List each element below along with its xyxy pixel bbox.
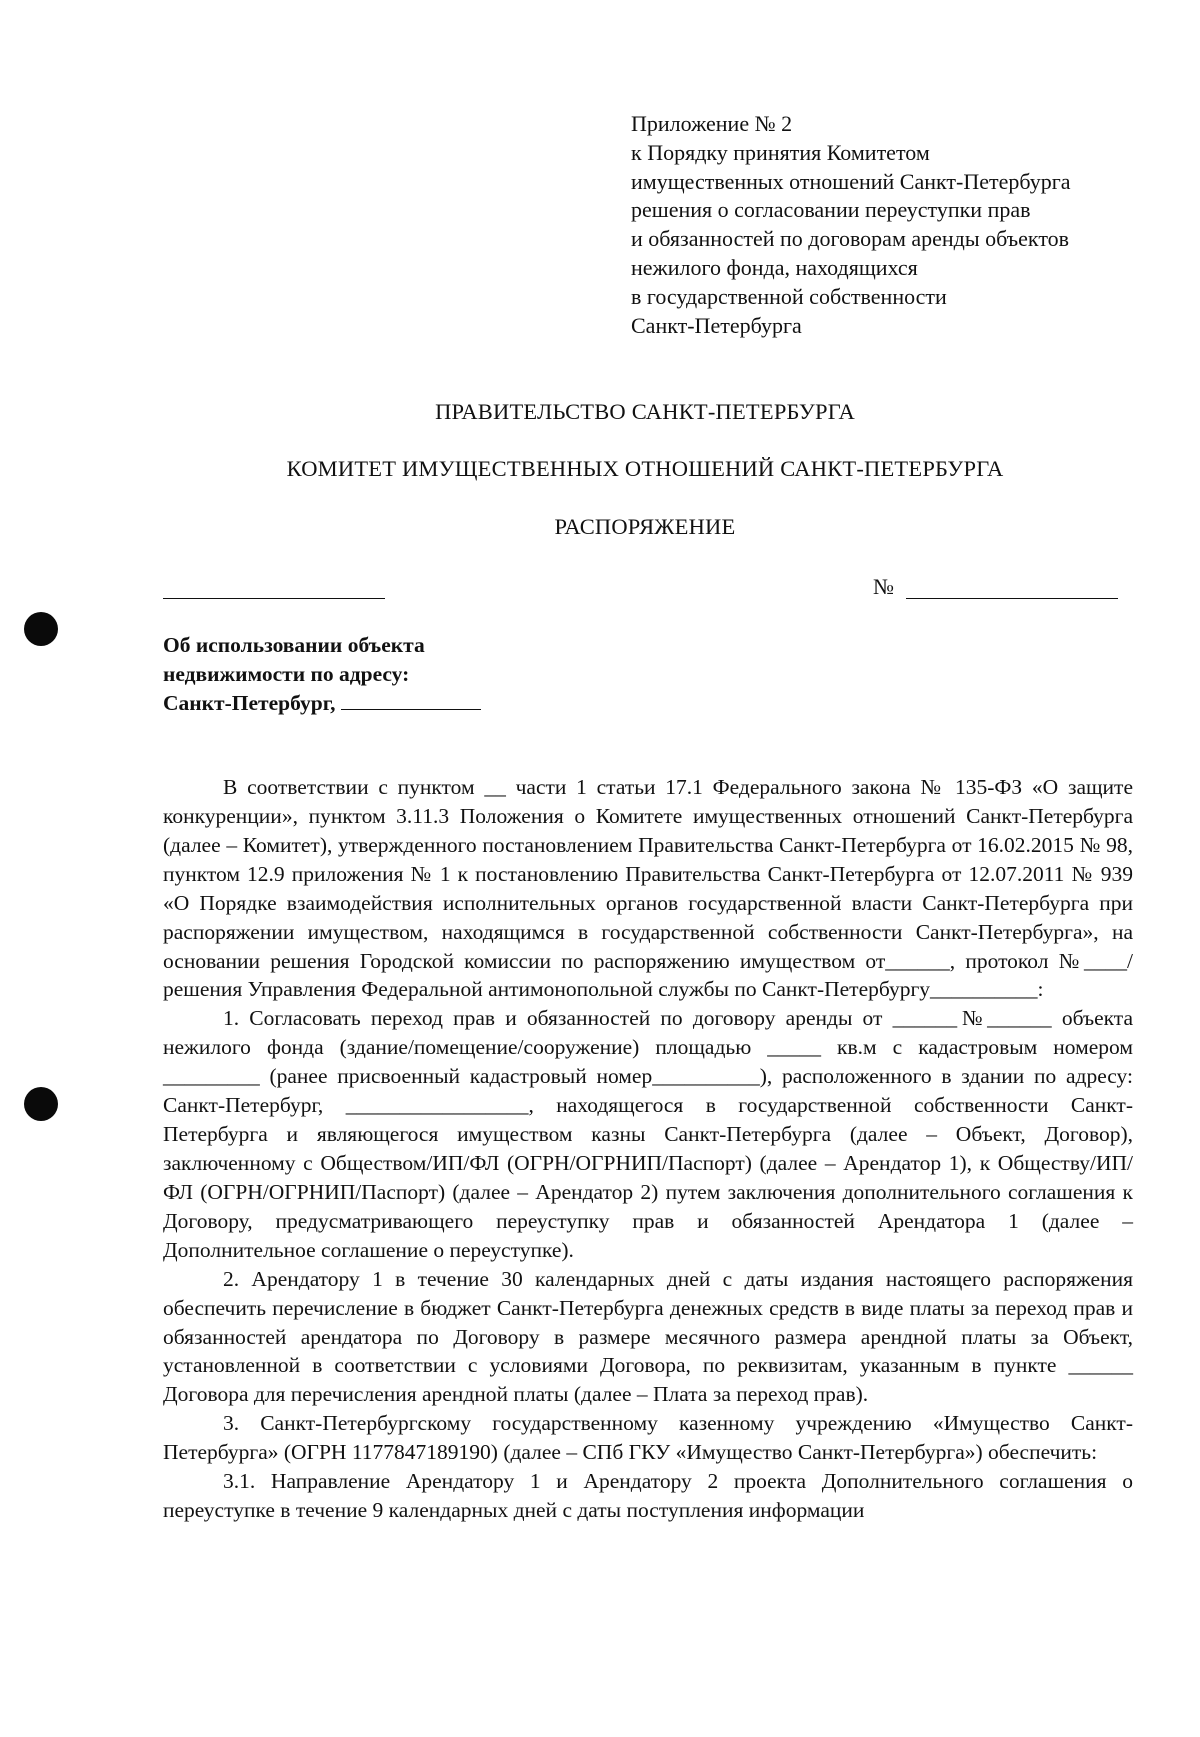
- appendix-line: и обязанностей по договорам аренды объектов: [631, 226, 1070, 252]
- number-sign: №: [873, 574, 894, 599]
- document-type-heading: РАСПОРЯЖЕНИЕ: [554, 514, 736, 539]
- appendix-line: Санкт-Петербурга: [631, 312, 802, 338]
- appendix-block: [631, 110, 1151, 340]
- address-blank-line: [341, 708, 481, 710]
- appendix-line: нежилого фонда, находящихся: [631, 254, 918, 280]
- appendix-line: к Порядку принятия Комитетом: [631, 139, 930, 165]
- subject-line-address: [163, 689, 481, 718]
- body-paragraph: 1. Согласовать переход прав и обязанностей по договору аренды от ______№______ объекта нежилого фонда (здание/помещение/сооружение) площадью _____ кв.м с кадастровым номером _________ (ранее присвоенный кадастровый номер__________), расположенного в здании по адресу: Санкт-Петербург, _________________, находящегося в государственной собственности Санкт-Петербурга и являющегося имуществом казны Санкт-Петербурга (далее – Объект, Договор), заключенному с Обществом/ИП/ФЛ (ОГРН/ОГРНИП/Паспорт) (далее – Арендатор 1), к Обществу/ИП/ФЛ (ОГРН/ОГРНИП/Паспорт) (далее – Арендатор 2) путем заключения дополнительного соглашения к Договору, предусматривающего переуступку прав и обязанностей Арендатора 1 (далее – Дополнительное соглашение о переуступке).: [163, 1006, 1133, 1262]
- punch-hole: [24, 612, 58, 646]
- body-paragraph: 3. Санкт-Петербургскому государственному казенному учреждению «Имущество Санкт-Петербурга» (ОГРН 1177847189190) (далее – СПб ГКУ «Имущество Санкт-Петербурга») обеспечить:: [163, 1411, 1133, 1465]
- number-blank-line: [906, 598, 1118, 599]
- appendix-line: в государственной собственности: [631, 283, 947, 309]
- subject-line: Об использовании объекта: [163, 633, 425, 657]
- document-body: [163, 773, 1133, 1525]
- appendix-line: Приложение № 2: [631, 111, 793, 136]
- appendix-line: решения о согласовании переуступки прав: [631, 197, 1031, 223]
- committee-heading: КОМИТЕТ ИМУЩЕСТВЕННЫХ ОТНОШЕНИЙ САНКТ-ПЕТЕРБУРГА: [286, 456, 1004, 481]
- appendix-line: имущественных отношений Санкт-Петербурга: [631, 168, 1071, 194]
- body-paragraph: 3.1. Направление Арендатору 1 и Арендатору 2 проекта Дополнительного соглашения о переуступке в течение 9 календарных дней с даты поступления информации: [163, 1469, 1133, 1523]
- date-blank-line: [163, 598, 385, 599]
- punch-hole: [24, 1087, 58, 1121]
- body-paragraph: 2. Арендатору 1 в течение 30 календарных дней с даты издания настоящего распоряжения обеспечить перечисление в бюджет Санкт-Петербурга денежных средств в виде платы за переход прав и обязанностей арендатора по Договору в размере месячного размера арендной платы за Объект, установленной в соответствии с условиями Договора, по реквизитам, указанным в пункте ______ Договора для перечисления арендной платы (далее – Плата за переход прав).: [163, 1266, 1133, 1407]
- subject-address-label: Санкт-Петербург,: [163, 691, 336, 715]
- subject-line: недвижимости по адресу:: [163, 662, 410, 686]
- government-heading: ПРАВИТЕЛЬСТВО САНКТ-ПЕТЕРБУРГА: [435, 399, 855, 424]
- subject-block: [163, 631, 481, 718]
- body-paragraph: В соответствии с пунктом __ части 1 статьи 17.1 Федерального закона № 135-ФЗ «О защите конкуренции», пунктом 3.11.3 Положения о Комитете имущественных отношений Санкт-Петербурга (далее – Комитет), утвержденного постановлением Правительства Санкт-Петербурга от 16.02.2015 № 98, пунктом 12.9 приложения № 1 к постановлению Правительства Санкт-Петербурга от 12.07.2011 № 939 «О Порядке взаимодействия исполнительных органов государственной власти Санкт-Петербурга при распоряжении имуществом, находящимся в государственной собственности Санкт-Петербурга», на основании решения Городской комиссии по распоряжению имуществом от______, протокол №____/решения Управления Федеральной антимонопольной службы по Санкт-Петербургу__________:: [163, 775, 1133, 1002]
